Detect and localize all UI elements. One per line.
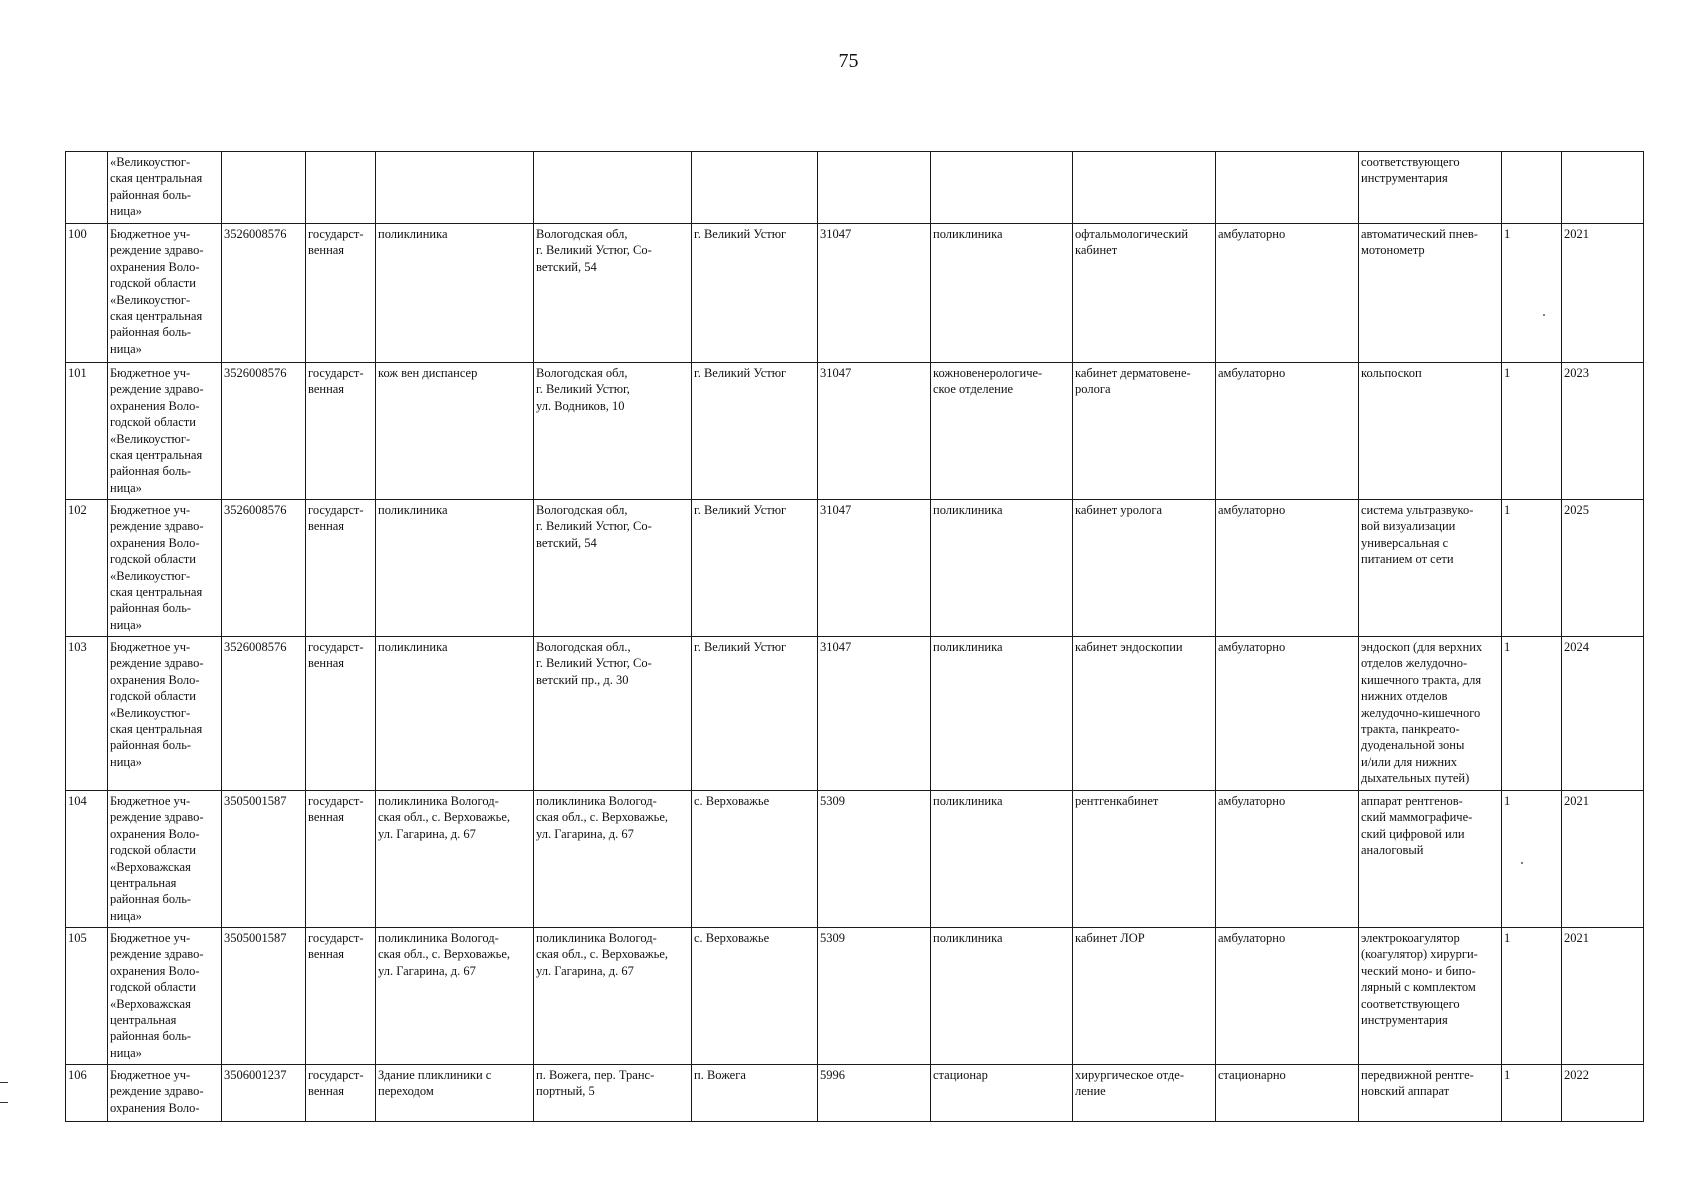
cell-equipment: аппарат рентгенов- ский маммографиче- ский цифровой или аналоговый: [1359, 791, 1502, 928]
cell-locality: г. Великий Устюг: [692, 637, 818, 791]
cell-org: Бюджетное уч- реждение здраво- охранения Воло- годской области «Верховажская центральная районная боль- ница»: [108, 928, 222, 1065]
margin-mark: [0, 1082, 8, 1083]
cell-care: стационарно: [1216, 1065, 1359, 1122]
cell-building: кож вен диспансер: [376, 363, 534, 500]
cell-care: амбулаторно: [1216, 224, 1359, 363]
cell-cabinet: хирургическое отде- ление: [1073, 1065, 1216, 1122]
cell-form: государст- венная: [306, 928, 376, 1065]
cell-qty: [1502, 152, 1562, 224]
cell-num: 104: [66, 791, 108, 928]
cell-org: Бюджетное уч- реждение здраво- охранения Воло- годской области «Великоустюг- ская центральная районная боль- ница»: [108, 637, 222, 791]
cell-address: поликлиника Вологод- ская обл., с. Верховажье, ул. Гагарина, д. 67: [534, 791, 692, 928]
cell-code: 31047: [818, 224, 931, 363]
cell-code: 31047: [818, 500, 931, 637]
cell-inn: 3506001237: [222, 1065, 306, 1122]
cell-year: 2021: [1562, 928, 1644, 1065]
cell-cabinet: рентгенкабинет: [1073, 791, 1216, 928]
cell-code: 5309: [818, 791, 931, 928]
cell-org: Бюджетное уч- реждение здраво- охранения Воло-: [108, 1065, 222, 1122]
cell-care: амбулаторно: [1216, 791, 1359, 928]
cell-address: Вологодская обл., г. Великий Устюг, Со- ветский пр., д. 30: [534, 637, 692, 791]
cell-num: 103: [66, 637, 108, 791]
cell-num: 100: [66, 224, 108, 363]
table-row: [66, 152, 1644, 224]
cell-locality: с. Верховажье: [692, 928, 818, 1065]
cell-address: п. Вожега, пер. Транс- портный, 5: [534, 1065, 692, 1122]
cell-equipment: автоматический пнев- мотонометр: [1359, 224, 1502, 363]
cell-building: Здание пликлиники с переходом: [376, 1065, 534, 1122]
cell-unit: [931, 152, 1073, 224]
cell-care: амбулаторно: [1216, 500, 1359, 637]
cell-inn: 3505001587: [222, 791, 306, 928]
cell-form: государст- венная: [306, 224, 376, 363]
cell-code: [818, 152, 931, 224]
cell-cabinet: офтальмологический кабинет: [1073, 224, 1216, 363]
cell-form: государст- венная: [306, 791, 376, 928]
equipment-table: [65, 151, 1644, 1122]
cell-address: Вологодская обл, г. Великий Устюг, Со- ветский, 54: [534, 224, 692, 363]
cell-qty: 1: [1502, 363, 1562, 500]
page-number: 75: [838, 50, 859, 72]
cell-address: Вологодская обл, г. Великий Устюг, Со- ветский, 54: [534, 500, 692, 637]
cell-inn: 3505001587: [222, 928, 306, 1065]
cell-cabinet: кабинет ЛОР: [1073, 928, 1216, 1065]
table-row: [66, 363, 1644, 500]
table-row: [66, 637, 1644, 791]
cell-unit: поликлиника: [931, 500, 1073, 637]
cell-unit: стационар: [931, 1065, 1073, 1122]
cell-equipment: система ультразвуко- вой визуализации универсальная с питанием от сети: [1359, 500, 1502, 637]
cell-form: государст- венная: [306, 637, 376, 791]
cell-qty: 1: [1502, 224, 1562, 363]
cell-num: 102: [66, 500, 108, 637]
cell-year: [1562, 152, 1644, 224]
table-row: [66, 1065, 1644, 1122]
cell-year: 2021: [1562, 224, 1644, 363]
cell-qty: 1: [1502, 928, 1562, 1065]
cell-code: 5309: [818, 928, 931, 1065]
cell-cabinet: кабинет эндоскопии: [1073, 637, 1216, 791]
cell-qty: 1: [1502, 637, 1562, 791]
cell-locality: г. Великий Устюг: [692, 224, 818, 363]
cell-org: Бюджетное уч- реждение здраво- охранения Воло- годской области «Великоустюг- ская центральная районная боль- ница»: [108, 500, 222, 637]
cell-building: [376, 152, 534, 224]
cell-inn: 3526008576: [222, 637, 306, 791]
cell-inn: 3526008576: [222, 224, 306, 363]
cell-care: амбулаторно: [1216, 928, 1359, 1065]
cell-equipment: электрокоагулятор (коагулятор) хирурги- ческий моно- и бипо- лярный с комплектом соответствующего инструментария: [1359, 928, 1502, 1065]
cell-care: амбулаторно: [1216, 363, 1359, 500]
cell-org: Бюджетное уч- реждение здраво- охранения Воло- годской области «Великоустюг- ская центральная районная боль- ница»: [108, 363, 222, 500]
cell-num: [66, 152, 108, 224]
cell-building: поликлиника Вологод- ская обл., с. Верховажье, ул. Гагарина, д. 67: [376, 791, 534, 928]
cell-num: 105: [66, 928, 108, 1065]
cell-care: [1216, 152, 1359, 224]
table-row: [66, 928, 1644, 1065]
cell-locality: г. Великий Устюг: [692, 363, 818, 500]
cell-num: 101: [66, 363, 108, 500]
cell-equipment: передвижной рентге- новский аппарат: [1359, 1065, 1502, 1122]
margin-mark: [0, 1102, 8, 1103]
scan-speck: [1543, 314, 1545, 316]
cell-year: 2021: [1562, 791, 1644, 928]
cell-code: 5996: [818, 1065, 931, 1122]
cell-cabinet: кабинет уролога: [1073, 500, 1216, 637]
cell-year: 2024: [1562, 637, 1644, 791]
cell-form: [306, 152, 376, 224]
cell-address: [534, 152, 692, 224]
cell-cabinet: кабинет дерматовене- ролога: [1073, 363, 1216, 500]
cell-qty: 1: [1502, 791, 1562, 928]
cell-locality: с. Верховажье: [692, 791, 818, 928]
cell-form: государст- венная: [306, 1065, 376, 1122]
cell-building: поликлиника Вологод- ская обл., с. Верховажье, ул. Гагарина, д. 67: [376, 928, 534, 1065]
cell-equipment: кольпоскоп: [1359, 363, 1502, 500]
cell-year: 2022: [1562, 1065, 1644, 1122]
cell-building: поликлиника: [376, 637, 534, 791]
cell-num: 106: [66, 1065, 108, 1122]
cell-locality: г. Великий Устюг: [692, 500, 818, 637]
cell-form: государст- венная: [306, 363, 376, 500]
cell-equipment: соответствующего инструментария: [1359, 152, 1502, 224]
cell-cabinet: [1073, 152, 1216, 224]
cell-code: 31047: [818, 363, 931, 500]
cell-address: поликлиника Вологод- ская обл., с. Верховажье, ул. Гагарина, д. 67: [534, 928, 692, 1065]
cell-unit: поликлиника: [931, 637, 1073, 791]
cell-address: Вологодская обл, г. Великий Устюг, ул. Водников, 10: [534, 363, 692, 500]
cell-care: амбулаторно: [1216, 637, 1359, 791]
cell-building: поликлиника: [376, 224, 534, 363]
cell-unit: поликлиника: [931, 224, 1073, 363]
table-row: [66, 500, 1644, 637]
cell-year: 2023: [1562, 363, 1644, 500]
cell-locality: [692, 152, 818, 224]
cell-unit: поликлиника: [931, 928, 1073, 1065]
cell-qty: 1: [1502, 1065, 1562, 1122]
table-row: [66, 224, 1644, 363]
cell-building: поликлиника: [376, 500, 534, 637]
cell-equipment: эндоскоп (для верхних отделов желудочно- кишечного тракта, для нижних отделов желудочно-кишечного тракта, панкреато- дуоденальной зоны и/или для нижних дыхательных путей): [1359, 637, 1502, 791]
cell-org: Бюджетное уч- реждение здраво- охранения Воло- годской области «Верховажская центральная районная боль- ница»: [108, 791, 222, 928]
cell-year: 2025: [1562, 500, 1644, 637]
cell-unit: поликлиника: [931, 791, 1073, 928]
cell-org: Бюджетное уч- реждение здраво- охранения Воло- годской области «Великоустюг- ская центральная районная боль- ница»: [108, 224, 222, 363]
cell-locality: п. Вожега: [692, 1065, 818, 1122]
table-row: [66, 791, 1644, 928]
cell-form: государст- венная: [306, 500, 376, 637]
cell-qty: 1: [1502, 500, 1562, 637]
scan-speck: [1521, 862, 1523, 864]
cell-code: 31047: [818, 637, 931, 791]
cell-org: «Великоустюг- ская центральная районная боль- ница»: [108, 152, 222, 224]
cell-inn: [222, 152, 306, 224]
cell-inn: 3526008576: [222, 363, 306, 500]
cell-inn: 3526008576: [222, 500, 306, 637]
cell-unit: кожновенерологиче- ское отделение: [931, 363, 1073, 500]
